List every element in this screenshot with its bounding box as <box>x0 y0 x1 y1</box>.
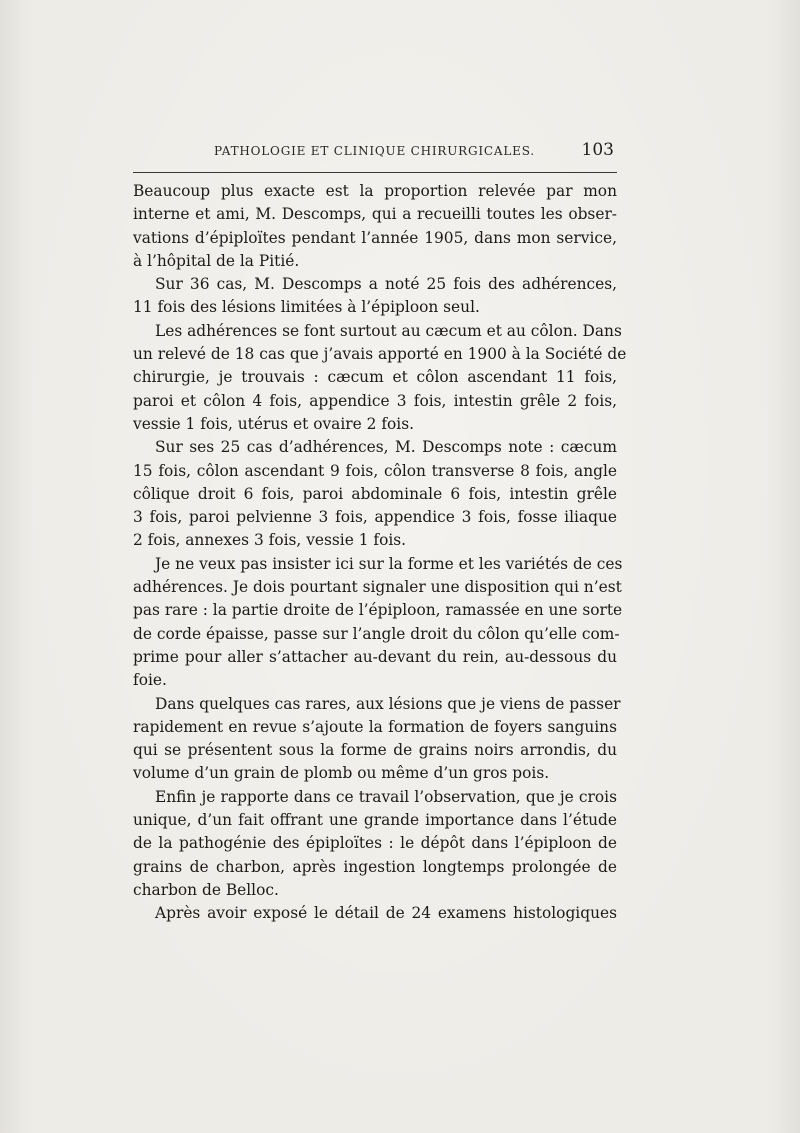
body-text <box>133 180 627 926</box>
text-line: Dans quelques cas rares, aux lésions que je viens de passer <box>155 694 621 713</box>
text-line: qui se présentent sous la forme de grains noirs arrondis, du <box>133 741 617 760</box>
text-line: Après avoir exposé le détail de 24 examens histologiques <box>155 904 617 923</box>
text-line: de la pathogénie des épiploïtes : le dépôt dans l’épiploon de <box>133 834 617 853</box>
text-line: grains de charbon, après ingestion longtemps prolongée de <box>133 857 617 876</box>
running-head <box>214 140 614 164</box>
text-line: pas rare : la partie droite de l’épiploon, ramassée en une sorte <box>133 601 623 620</box>
text-line: un relevé de 18 cas que j’avais apporté en 1900 à la Société de <box>133 345 627 364</box>
text-line: prime pour aller s’attacher au-devant du rein, au-dessous du <box>133 647 617 666</box>
text-line: paroi et côlon 4 fois, appendice 3 fois, intestin grêle 2 fois, <box>133 391 617 410</box>
paragraph <box>133 436 617 552</box>
text-line: chirurgie, je trouvais : cæcum et côlon ascendant 11 fois, <box>133 368 617 387</box>
text-line: vations d’épiploïtes pendant l’année 1905, dans mon service, <box>133 228 617 247</box>
page-number: 103 <box>581 140 614 160</box>
text-line: 11 fois des lésions limitées à l’épiploon seul. <box>133 298 480 317</box>
text-line: charbon de Belloc. <box>133 880 279 899</box>
text-line: 15 fois, côlon ascendant 9 fois, côlon transverse 8 fois, angle <box>133 461 617 480</box>
paragraph <box>133 553 623 693</box>
text-line: adhérences. Je dois pourtant signaler une disposition qui n’est <box>133 578 622 597</box>
text-line: Sur ses 25 cas d’adhérences, M. Descomps note : cæcum <box>155 438 617 457</box>
text-line: Enfin je rapporte dans ce travail l’observation, que je crois <box>155 787 617 806</box>
text-line: vessie 1 fois, utérus et ovaire 2 fois. <box>133 414 414 433</box>
paragraph <box>133 693 621 786</box>
text-line: de corde épaisse, passe sur l’angle droit du côlon qu’elle com- <box>133 624 620 643</box>
text-line: rapidement en revue s’ajoute la formation de foyers sanguins <box>133 717 617 736</box>
text-line: foie. <box>133 671 167 690</box>
text-line: à l’hôpital de la Pitié. <box>133 251 300 270</box>
text-line: côlique droit 6 fois, paroi abdominale 6 fois, intestin grêle <box>133 484 617 503</box>
running-title: PATHOLOGIE ET CLINIQUE CHIRURGICALES. <box>214 144 535 158</box>
paragraph <box>133 786 617 902</box>
text-line: Je ne veux pas insister ici sur la forme et les variétés de ces <box>155 554 623 573</box>
text-line: interne et ami, M. Descomps, qui a recueilli toutes les obser- <box>133 205 617 224</box>
paragraph <box>133 273 617 320</box>
paragraph <box>133 180 617 273</box>
paragraph <box>133 320 627 436</box>
text-line: Beaucoup plus exacte est la proportion relevée par mon <box>133 182 617 200</box>
text-line: Sur 36 cas, M. Descomps a noté 25 fois des adhérences, <box>155 275 617 294</box>
paragraph <box>133 902 617 925</box>
text-line: 3 fois, paroi pelvienne 3 fois, appendice 3 fois, fosse iliaque <box>133 508 617 527</box>
text-line: 2 fois, annexes 3 fois, vessie 1 fois. <box>133 531 407 550</box>
text-line: Les adhérences se font surtout au cæcum et au côlon. Dans <box>155 321 622 340</box>
text-line: volume d’un grain de plomb ou même d’un gros pois. <box>133 764 550 783</box>
text-line: unique, d’un fait offrant une grande importance dans l’étude <box>133 811 617 830</box>
header-rule <box>133 172 617 173</box>
